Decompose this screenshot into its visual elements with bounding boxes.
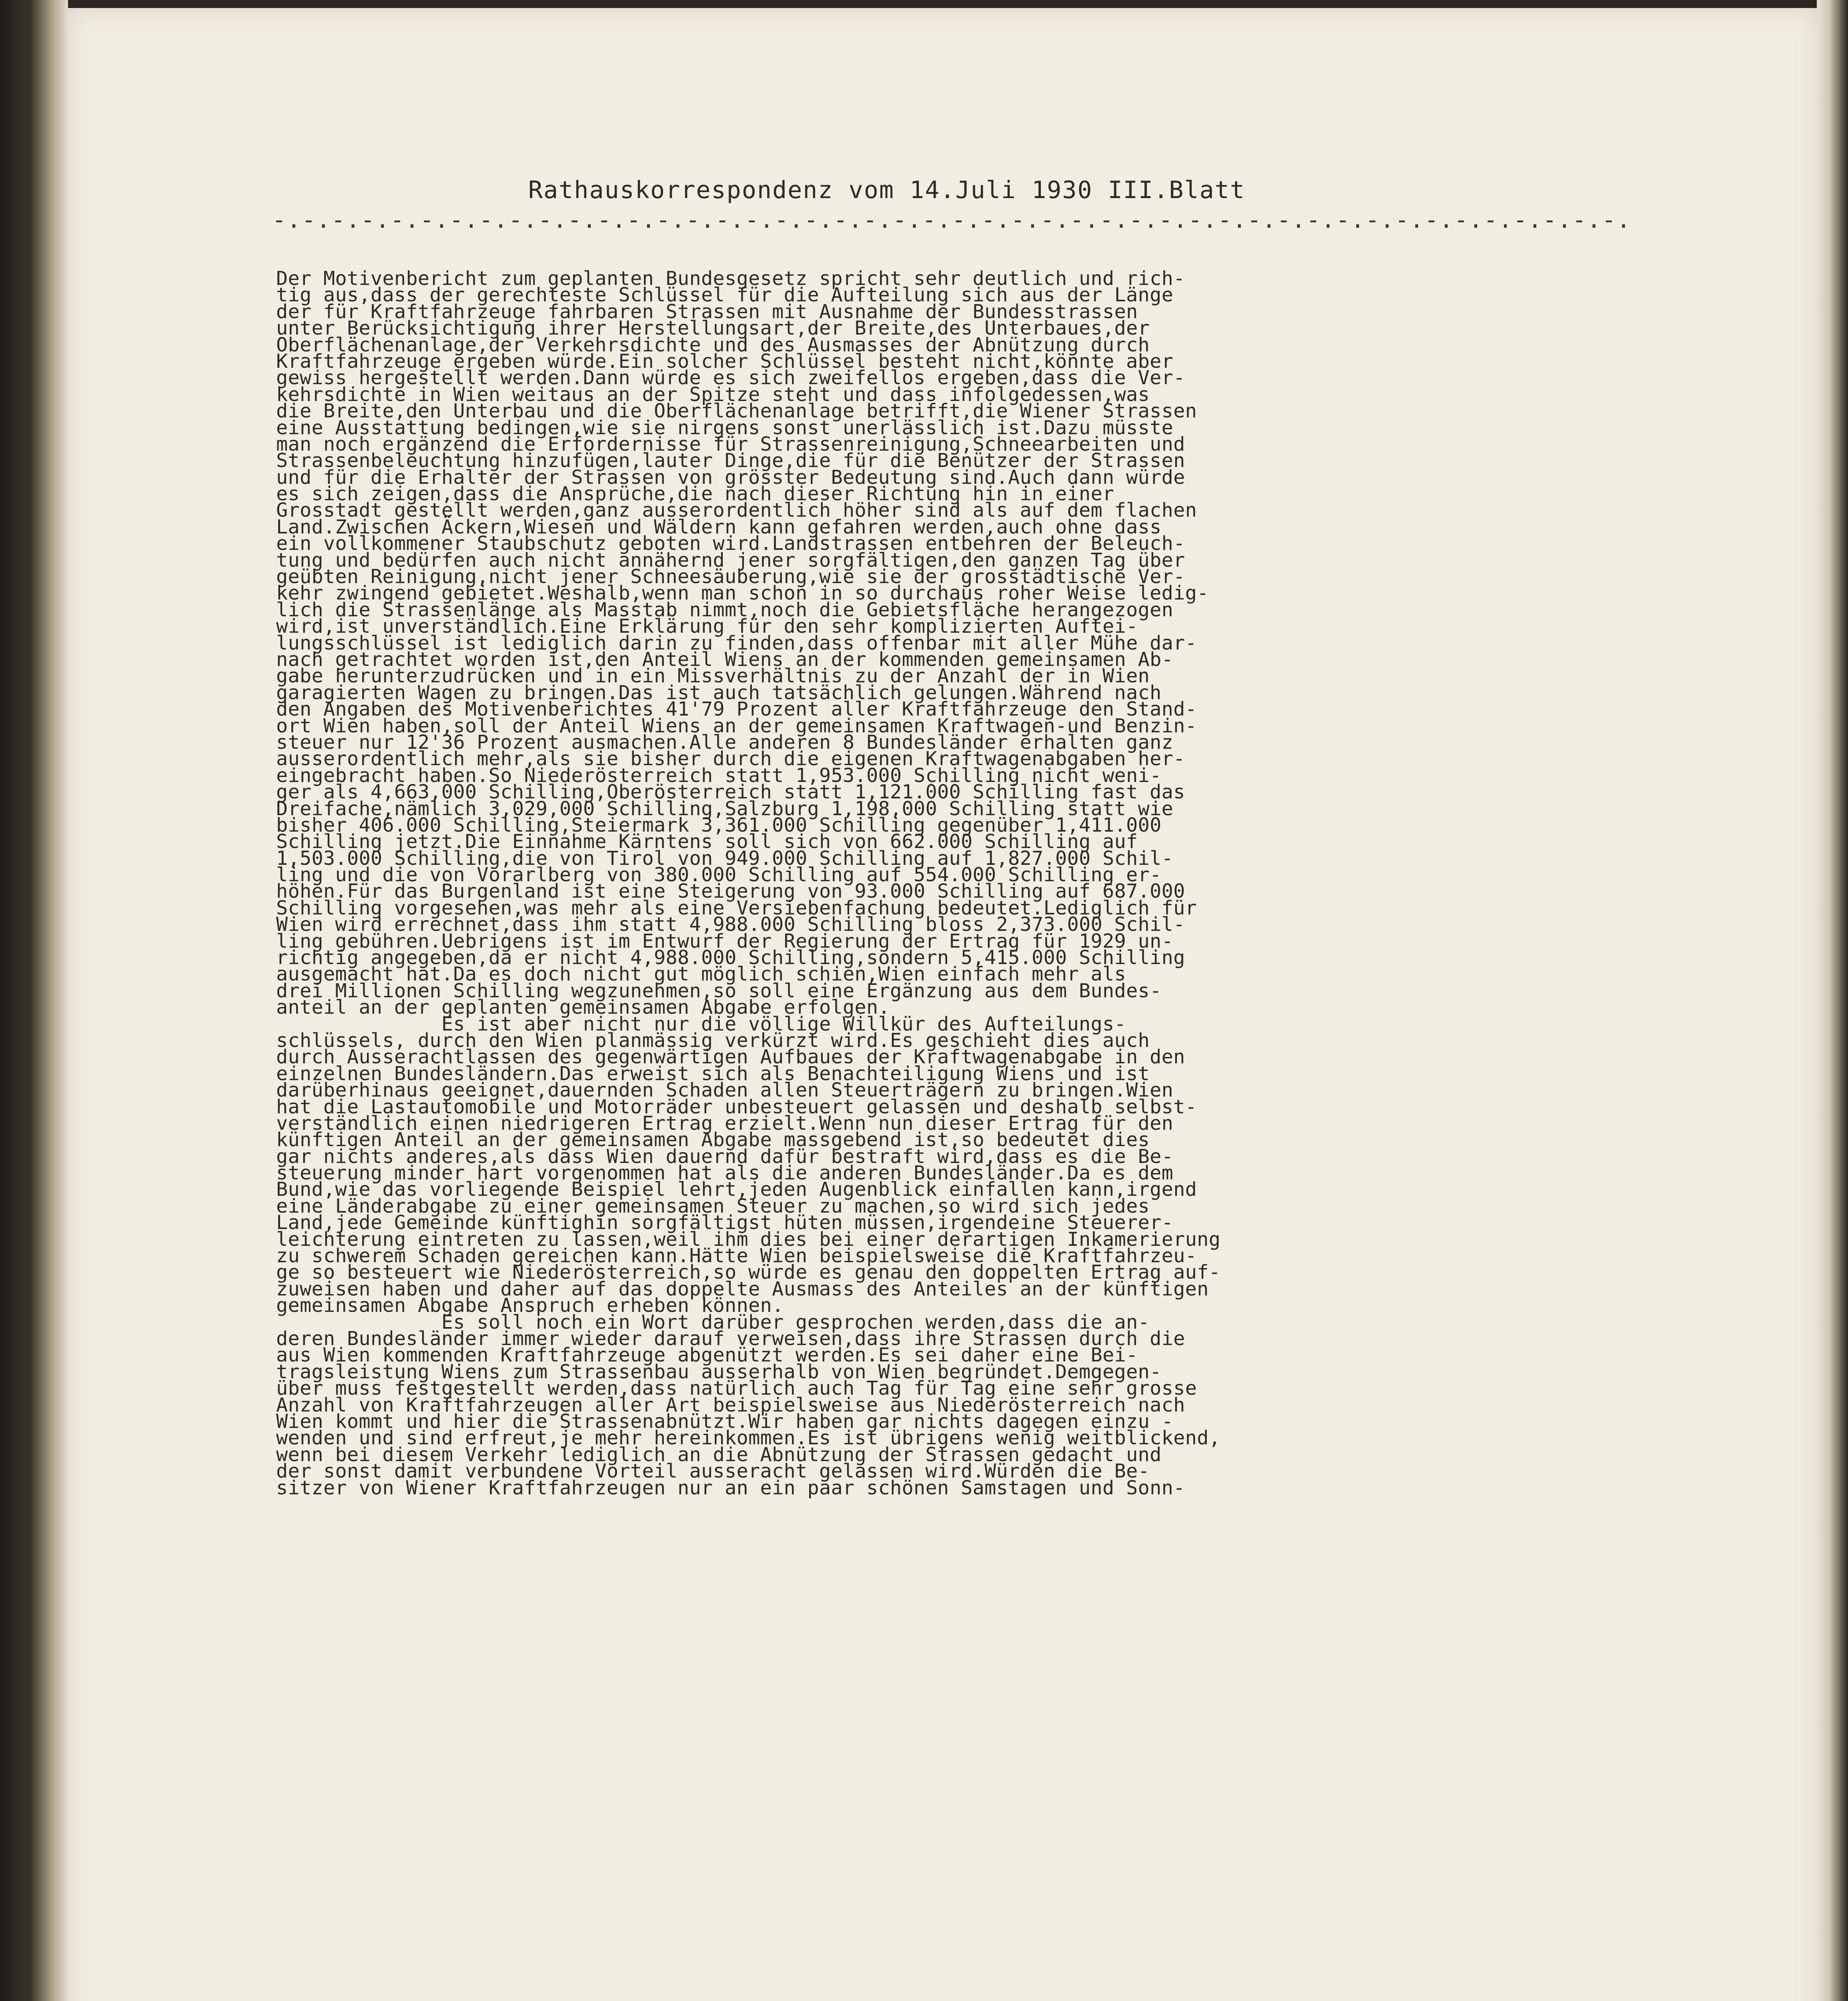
text-line: gemeinsamen Abgabe Anspruch erheben können. [276,1294,784,1317]
text-line: Strassenbeleuchtung hinzufügen,lauter Dinge,die für die Benützer der Strassen [276,449,1185,472]
text-line: höhen.Für das Burgenland ist eine Steigerung von 93.000 Schilling auf 687.000 [276,880,1185,903]
text-line: ort Wien haben,soll der Anteil Wiens an der gemeinsamen Kraftwagen-und Benzin- [276,714,1197,737]
text-line: Anzahl von Kraftfahrzeugen aller Art beispielsweise aus Niederösterreich nach [276,1393,1185,1416]
text-line: Kraftfahrzeuge ergeben würde.Ein solcher Schlüssel besteht nicht,könnte aber [276,350,1173,373]
text-line: steuerung minder hart vorgenommen hat als die anderen Bundesländer.Da es dem [276,1162,1173,1185]
page-edge [1817,0,1848,2001]
text-line: Wien wird errechnet,dass ihm statt 4,988.000 Schilling bloss 2,373.000 Schil- [276,913,1185,936]
text-line: gar nichts anderes,als dass Wien dauernd dafür bestraft wird,dass es die Be- [276,1145,1173,1168]
text-line: zu schwerem Schaden gereichen kann.Hätte Wien beispielsweise die Kraftfahrzeu- [276,1245,1197,1267]
text-line: deren Bundesländer immer wieder darauf verweisen,dass ihre Strassen durch die [276,1327,1185,1350]
text-line: durch Ausserachtlassen des gegenwärtigen Aufbaues der Kraftwagenabgabe in den [276,1046,1185,1069]
text-line: hat die Lastautomobile und Motorräder unbesteuert gelassen und deshalb selbst- [276,1095,1197,1118]
body-text [276,267,1577,1499]
text-line: ausgemacht hat.Da es doch nicht gut möglich schien,Wien einfach mehr als [276,963,1126,986]
text-line: der sonst damit verbundene Vorteil ausseracht gelassen wird.Würden die Be- [276,1460,1150,1483]
text-line: Der Motivenbericht zum geplanten Bundesgesetz spricht sehr deutlich und rich- [276,267,1185,290]
text-line: der für Kraftfahrzeuge fahrbaren Strassen mit Ausnahme der Bundesstrassen [276,300,1138,323]
text-line: kehr zwingend gebietet.Weshalb,wenn man schon in so durchaus roher Weise ledig- [276,582,1209,605]
text-line: Oberflächenanlage,der Verkehrsdichte und des Ausmasses der Abnützung durch [276,333,1150,356]
text-line: einzelnen Bundesländern.Das erweist sich als Benachteiligung Wiens und ist [276,1062,1150,1085]
text-line: es sich zeigen,dass die Ansprüche,die nach dieser Richtung hin in einer [276,483,1114,505]
text-line: sitzer von Wiener Kraftfahrzeugen nur an ein paar schönen Samstagen und Sonn- [276,1476,1185,1499]
text-line: Schilling vorgesehen,was mehr als eine Versiebenfachung bedeutet.Lediglich für [276,896,1197,919]
text-line: eingebracht haben.So Niederösterreich statt 1,953.000 Schilling nicht weni- [276,764,1162,787]
text-line: geübten Reinigung,nicht jener Schneesäuberung,wie sie der grosstädtische Ver- [276,565,1185,588]
text-line: Land,jede Gemeinde künftighin sorgfältigst hüten müssen,irgendeine Steuerer- [276,1211,1173,1234]
text-line: Grosstadt gestellt werden,ganz ausserordentlich höher sind als auf dem flachen [276,499,1197,522]
text-line: Dreifache,nämlich 3,029,000 Schilling,Salzburg 1,198,000 Schilling statt wie [276,797,1173,820]
text-line: 1,503.000 Schilling,die von Tirol von 949.000 Schilling auf 1,827.000 Schil- [276,847,1173,870]
text-line: man noch ergänzend die Erfordernisse für Strassenreinigung,Schneearbeiten und [276,433,1185,455]
text-line: Wien kommt und hier die Strassenabnützt.Wir haben gar nichts dagegen einzu - [276,1410,1173,1433]
text-line: ling und die von Vorarlberg von 380.000 Schilling auf 554.000 Schilling er- [276,864,1162,886]
text-line: bisher 406.000 Schilling,Steiermark 3,361.000 Schilling gegenüber 1,411.000 [276,814,1162,836]
text-line: drei Millionen Schilling wegzunehmen,so soll eine Ergänzung aus dem Bundes- [276,979,1162,1002]
text-line: schlüssels, durch den Wien planmässig verkürzt wird.Es geschieht dies auch [276,1029,1150,1052]
text-line: gewiss hergestellt werden.Dann würde es sich zweifellos ergeben,dass die Ver- [276,367,1185,389]
text-line: unter Berücksichtigung ihrer Herstellungsart,der Breite,des Unterbaues,der [276,317,1150,340]
text-line: über muss festgestellt werden,dass natürlich auch Tag für Tag eine sehr grosse [276,1377,1197,1400]
text-line: wenn bei diesem Verkehr lediglich an die Abnützung der Strassen gedacht und [276,1443,1162,1466]
header-separator: -.-.-.-.-.-.-.-.-.-.-.-.-.-.-.-.-.-.-.-.-.-.-.-.-.-.-.-.-.-.-.-.-.-.-.-.-.-.-.-.-.-.-.-.-.-. [272,206,1632,233]
text-line: eine Länderabgabe zu einer gemeinsamen Steuer zu machen,so wird sich jedes [276,1195,1150,1217]
text-line: ge so besteuert wie Niederösterreich,so würde es genau den doppelten Ertrag auf- [276,1261,1221,1284]
text-line: garagierten Wagen zu bringen.Das ist auch tatsächlich gelungen.Während nach [276,681,1162,704]
text-line: wenden und sind erfreut,je mehr hereinkommen.Es ist übrigens wenig weitblickend, [276,1427,1221,1450]
text-line: anteil an der geplanten gemeinsamen Abgabe erfolgen. [276,996,890,1019]
text-line: ein vollkommener Staubschutz geboten wird.Landstrassen entbehren der Beleuch- [276,532,1185,555]
text-line: kehrsdichte in Wien weitaus an der Spitze steht und dass infolgedessen,was [276,383,1150,406]
text-line: ling gebühren.Uebrigens ist im Entwurf der Regierung der Ertrag für 1929 un- [276,930,1173,952]
text-line: nach getrachtet worden ist,den Anteil Wiens an der kommenden gemeinsamen Ab- [276,648,1173,671]
text-line: gabe herunterzudrücken und in ein Missverhältnis zu der Anzahl der in Wien [276,665,1150,688]
text-line: leichterung eintreten zu lassen,weil ihm dies bei einer derartigen Inkamerierung [276,1228,1221,1251]
text-line: die Breite,den Unterbau und die Oberflächenanlage betrifft,die Wiener Strassen [276,400,1197,423]
text-line: Bund,wie das vorliegende Beispiel lehrt,jeden Augenblick einfallen kann,irgend [276,1178,1197,1201]
text-line: Es ist aber nicht nur die völlige Willkür des Aufteilungs- [276,1013,1126,1035]
text-line: ausserordentlich mehr,als sie bisher durch die eigenen Kraftwagenabgaben her- [276,748,1185,770]
text-line: richtig angegeben,da er nicht 4,988.000 Schilling,sondern 5,415.000 Schilling [276,946,1185,969]
text-line: Land.Zwischen Äckern,Wiesen und Wäldern kann gefahren werden,auch ohne dass [276,515,1162,538]
text-line: steuer nur 12'36 Prozent ausmachen.Alle anderen 8 Bundesländer erhalten ganz [276,731,1173,754]
text-line: Schilling jetzt.Die Einnahme Kärntens soll sich von 662.000 Schilling auf [276,830,1138,853]
text-line: und für die Erhalter der Strassen von grösster Bedeutung sind.Auch dann würde [276,466,1185,489]
text-line: den Angaben des Motivenberichtes 41'79 Prozent aller Kraftfahrzeuge den Stand- [276,698,1197,721]
text-line: wird,ist unverständlich.Eine Erklärung für den sehr komplizierten Auftei- [276,615,1138,638]
text-line: Es soll noch ein Wort darüber gesprochen werden,dass die an- [276,1311,1150,1333]
text-line: lungsschlüssel ist lediglich darin zu finden,dass offenbar mit aller Mühe dar- [276,632,1197,654]
text-line: tung und bedürfen auch nicht annähernd jener sorgfältigen,den ganzen Tag über [276,549,1185,571]
text-line: tragsleistung Wiens zum Strassenbau ausserhalb von Wien begründet.Demgegen- [276,1360,1162,1383]
book-spine [0,0,68,2001]
text-line: aus Wien kommenden Kraftfahrzeuge abgenützt werden.Es sei daher eine Bei- [276,1344,1138,1367]
page-header: Rathauskorrespondenz vom 14.Juli 1930 III.Blatt [528,176,1245,204]
text-line: verständlich einen niedrigeren Ertrag erzielt.Wenn nun dieser Ertrag für den [276,1112,1173,1135]
text-line: darüberhinaus geeignet,dauernden Schaden allen Steuerträgern zu bringen.Wien [276,1079,1173,1102]
text-line: eine Ausstattung bedingen,wie sie nirgens sonst unerlässlich ist.Dazu müsste [276,416,1173,439]
text-line: künftigen Anteil an der gemeinsamen Abgabe massgebend ist,so bedeutet dies [276,1129,1150,1151]
text-line: zuweisen haben und daher auf das doppelte Ausmass des Anteiles an der künftigen [276,1277,1209,1300]
text-line: tig aus,dass der gerechteste Schlüssel für die Aufteilung sich aus der Länge [276,284,1173,307]
text-line: lich die Strassenlänge als Masstab nimmt,noch die Gebietsfläche herangezogen [276,598,1173,621]
text-line: ger als 4,663,000 Schilling,Oberösterreich statt 1,121.000 Schilling fast das [276,781,1185,804]
